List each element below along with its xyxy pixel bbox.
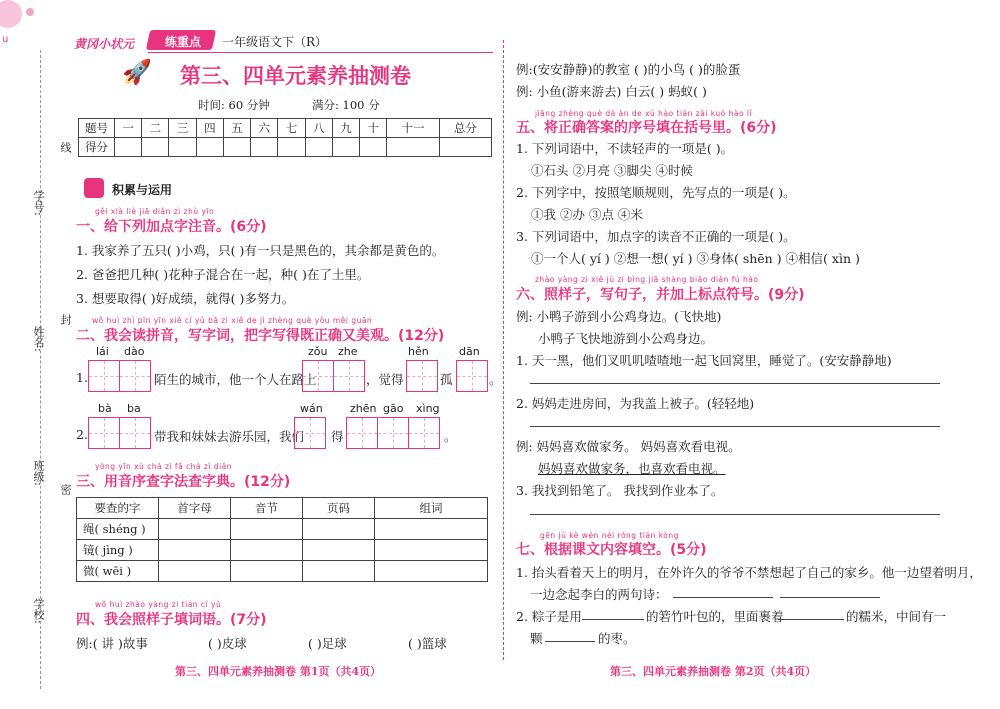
dict-cell[interactable] xyxy=(231,561,303,582)
q7-line-3b: 的箬竹叶包的，里面裹着 xyxy=(646,609,784,624)
score-row-label: 得分 xyxy=(79,138,115,157)
dictionary-table xyxy=(76,497,488,582)
q2-writing-grid[interactable] xyxy=(88,417,151,449)
q2-py: dào xyxy=(124,345,145,358)
answer-line[interactable] xyxy=(530,383,940,384)
q6-title: 六、照样子，写句子，并加上标点符号。(9分) xyxy=(516,287,805,303)
score-col: 总分 xyxy=(439,119,491,138)
score-col: 二 xyxy=(142,119,169,138)
score-col: 题号 xyxy=(79,119,115,138)
q2-writing-grid[interactable] xyxy=(346,417,440,449)
score-col: 一 xyxy=(115,119,142,138)
q1-line-1: 1. 我家养了五只( )小鸡，只( )有一只是黑色的，其余都是黄色的。 xyxy=(76,243,445,258)
q2-num-2: 2. xyxy=(76,427,88,442)
q2-py: ba xyxy=(127,402,141,415)
subject-label: 一年级语文下（R） xyxy=(222,35,328,49)
q7-line-1: 1. 抬头看着天上的明月，在外许久的爷爷不禁想起了自己的家乡。他一边望着明月， xyxy=(516,565,982,580)
q2-writing-grid[interactable] xyxy=(302,360,365,392)
score-col: 七 xyxy=(278,119,305,138)
q2-writing-grid[interactable] xyxy=(406,360,438,392)
q2-pinyin: wǒ huì zhì pīn yīn xiě cí yǔ bǎ zì xiě de jì zhèng què yòu měi guān xyxy=(92,316,373,325)
q5-item: 1. 下列词语中，不读轻声的一项是( )。 xyxy=(516,141,734,156)
q2-row1-text2: ，觉得 xyxy=(366,372,404,387)
q2-py: wán xyxy=(300,402,323,415)
score-cell[interactable] xyxy=(360,138,387,157)
dict-header: 要查的字 xyxy=(77,498,159,519)
q2-py: gāo xyxy=(383,402,404,415)
score-col: 十 xyxy=(360,119,387,138)
q5-item: ①我 ②办 ③点 ④米 xyxy=(531,207,643,222)
q6-example-1: 例: 小鸭子游到小公鸡身边。(飞快地) xyxy=(516,309,722,324)
header-rule xyxy=(148,52,493,53)
score-cell[interactable] xyxy=(387,138,439,157)
dict-cell[interactable] xyxy=(231,519,303,540)
dict-header: 首字母 xyxy=(159,498,231,519)
q7-line-4b: 的枣。 xyxy=(598,631,636,646)
exam-full-score: 满分: 100 分 xyxy=(312,98,380,112)
dict-cell[interactable] xyxy=(375,519,488,540)
score-cell[interactable] xyxy=(332,138,359,157)
answer-line[interactable] xyxy=(530,514,940,515)
q1-pinyin: gěi xià liè jiā diǎn zì zhù yīn xyxy=(95,207,215,216)
score-col: 九 xyxy=(332,119,359,138)
q7-pinyin: gēn jù kè wén nèi róng tián kòng xyxy=(540,531,679,540)
answer-line[interactable] xyxy=(673,597,773,598)
rocket-icon: 🚀 xyxy=(122,58,152,86)
q2-writing-grid[interactable] xyxy=(88,360,151,392)
dict-header: 音节 xyxy=(231,498,303,519)
q4-cont-line-2: 例: 小鱼(游来游去) 白云( ) 蚂蚁( ) xyxy=(516,84,707,99)
score-cell[interactable] xyxy=(251,138,278,157)
dict-header: 页码 xyxy=(303,498,375,519)
dict-cell[interactable] xyxy=(159,540,231,561)
q7-line-3: 2. 粽子是用 xyxy=(516,609,582,624)
answer-line[interactable] xyxy=(780,597,880,598)
score-col: 五 xyxy=(223,119,250,138)
q4-example: 例:( 讲 )故事 xyxy=(76,636,148,651)
score-cell[interactable] xyxy=(439,138,491,157)
q2-writing-grid[interactable] xyxy=(294,417,326,449)
q6-example-2b: 妈妈喜欢做家务，也喜欢看电视。 xyxy=(538,461,726,476)
q6-sentence-3: 3. 我找到铅笔了。 我找到作业本了。 xyxy=(516,483,724,498)
q2-row2-text3: 。 xyxy=(444,429,457,444)
q5-item: 3. 下列词语中，加点字的读音不正确的一项是( )。 xyxy=(516,229,796,244)
binder-cut-word-line: 线 xyxy=(59,142,72,153)
answer-line[interactable] xyxy=(582,619,644,620)
footer-left: 第三、四单元素养抽测卷 第1页（共4页） xyxy=(175,665,382,678)
answer-line[interactable] xyxy=(778,619,844,620)
q6-sentence-1: 1. 天一黑，他们叉叽叽喳喳地一起飞回窝里，睡觉了。(安安静静地) xyxy=(516,353,892,368)
q4-item: ( )篮球 xyxy=(408,636,447,651)
badge-label: 练重点 xyxy=(165,35,202,49)
q2-row1-text3: 孤 xyxy=(440,372,453,387)
dict-cell[interactable] xyxy=(159,519,231,540)
q2-py: zhe xyxy=(338,345,358,358)
score-cell[interactable] xyxy=(278,138,305,157)
binder-label-school: 学校: xyxy=(32,598,45,624)
score-col: 六 xyxy=(251,119,278,138)
dict-char: 绳( shéng ) xyxy=(77,519,159,540)
q2-row1-text1: 陌生的城市，他一个人在路上 xyxy=(154,372,317,387)
page-title: 第三、四单元素养抽测卷 xyxy=(180,64,411,88)
q6-sentence-2: 2. 妈妈走进房间，为我盖上被子。(轻轻地) xyxy=(516,396,755,411)
brand-logo: 黄冈小状元 xyxy=(74,37,135,51)
q2-title: 二、我会读拼音，写字词，把字写得既正确又美观。(12分) xyxy=(76,328,445,344)
q4-pinyin: wǒ huì zhào yàng zi tián cí yǔ xyxy=(95,600,222,609)
svg-text:u: u xyxy=(2,34,9,45)
q2-py: dān xyxy=(459,345,480,358)
q7-line-4: 颗 xyxy=(530,631,543,646)
q5-item: ①石头 ②月亮 ③脚尖 ④时候 xyxy=(531,163,693,178)
q6-example-1b: 小鸭子飞快地游到小公鸡身边。 xyxy=(538,331,714,346)
q2-row2-text2: 得 xyxy=(331,429,344,444)
q2-py: bà xyxy=(98,402,112,415)
answer-line[interactable] xyxy=(545,641,595,642)
score-cell[interactable] xyxy=(196,138,223,157)
score-col: 三 xyxy=(169,119,196,138)
q5-title: 五、将正确答案的序号填在括号里。(6分) xyxy=(516,120,777,136)
q7-title: 七、根据课文内容填空。(5分) xyxy=(516,542,707,558)
dict-char: 微( wēi ) xyxy=(77,561,159,582)
exam-time: 时间: 60 分钟 xyxy=(198,98,270,112)
q6-example-2: 例: 妈妈喜欢做家务。 妈妈喜欢看电视。 xyxy=(516,439,741,454)
corner-decoration xyxy=(0,0,60,50)
dict-cell[interactable] xyxy=(303,561,375,582)
dict-header: 组词 xyxy=(375,498,488,519)
dict-cell[interactable] xyxy=(303,519,375,540)
q2-writing-grid[interactable] xyxy=(456,360,488,392)
section-banner: 积累与运用 xyxy=(112,183,173,197)
q1-line-2: 2. 爸爸把几种( )花种子混合在一起，种( )在了土里。 xyxy=(76,267,370,282)
answer-line[interactable] xyxy=(530,426,940,427)
q1-line-3: 3. 想要取得( )好成绩，就得( )多努力。 xyxy=(76,291,295,306)
binder-cut-word-seal: 封 xyxy=(59,314,72,325)
dict-cell[interactable] xyxy=(159,561,231,582)
binder-label-name: 姓名: xyxy=(32,326,45,352)
q4-item: ( )足球 xyxy=(308,636,347,651)
q3-pinyin: yòng yīn xù chá zì fǎ chá zì diǎn xyxy=(95,462,232,471)
q2-py: zhēn xyxy=(350,402,377,415)
footer-right: 第三、四单元素养抽测卷 第2页（共4页） xyxy=(610,665,817,678)
q4-item: ( )皮球 xyxy=(208,636,247,651)
binding-line xyxy=(40,50,41,689)
q7-line-3c: 的糯米，中间有一 xyxy=(846,609,947,624)
q1-title: 一、给下列加点字注音。(6分) xyxy=(76,219,267,235)
dict-cell[interactable] xyxy=(375,561,488,582)
score-cell[interactable] xyxy=(169,138,196,157)
score-table xyxy=(78,118,492,157)
q5-item: ①一个人( yí ) ②想一想( yí ) ③身体( shēn ) ④相信( xìn ) xyxy=(531,251,860,266)
q2-py: hěn xyxy=(408,345,429,358)
dict-cell[interactable] xyxy=(303,540,375,561)
score-col: 十一 xyxy=(387,119,439,138)
q2-py: lái xyxy=(96,345,109,358)
binder-label-class: 班级: xyxy=(32,460,45,486)
score-cell[interactable] xyxy=(142,138,169,157)
score-col: 四 xyxy=(196,119,223,138)
q6-pinyin: zhào yàng zi xiě jù zi bìng jiā shàng biāo diǎn fú hào xyxy=(535,275,759,284)
q4-cont-line-1: 例:(安安静静)的教室 ( )的小鸟 ( )的脸蛋 xyxy=(516,62,741,77)
section-book-icon xyxy=(84,178,104,198)
q3-title: 三、用音序查字法查字典。(12分) xyxy=(76,474,291,490)
score-cell[interactable] xyxy=(115,138,142,157)
binder-cut-word-secret: 密 xyxy=(59,484,72,495)
q7-line-2: 一边念起李白的两句诗： xyxy=(530,587,668,602)
q5-pinyin: jiāng zhèng què dá àn de xù hào tián zài kuò hào lǐ xyxy=(535,109,753,118)
dict-cell[interactable] xyxy=(231,540,303,561)
page-divider xyxy=(503,40,504,660)
q2-py: zǒu xyxy=(308,345,328,358)
q5-item: 2. 下列字中，按照笔顺规则，先写点的一项是( )。 xyxy=(516,185,796,200)
score-col: 八 xyxy=(305,119,332,138)
q2-num-1: 1. xyxy=(76,370,88,385)
binder-label-student-id: 学号: xyxy=(32,190,45,216)
q2-row1-text4: 。 xyxy=(489,372,502,387)
score-cell[interactable] xyxy=(223,138,250,157)
dict-cell[interactable] xyxy=(375,540,488,561)
dict-char: 镜( jìng ) xyxy=(77,540,159,561)
score-cell[interactable] xyxy=(305,138,332,157)
q2-py: xìng xyxy=(416,402,440,415)
q2-row2-text1: 带我和妹妹去游乐园，我们 xyxy=(154,429,305,444)
q4-title: 四、我会照样子填词语。(7分) xyxy=(76,612,267,628)
